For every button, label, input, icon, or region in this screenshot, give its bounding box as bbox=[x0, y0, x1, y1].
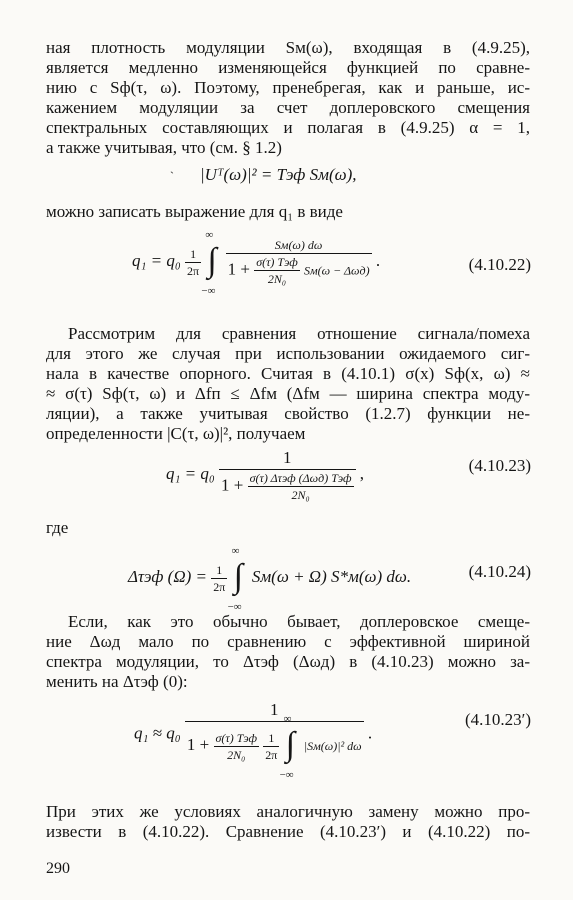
fraction-numerator: Sм(ω) dω bbox=[226, 238, 372, 254]
inner-fraction bbox=[254, 255, 300, 286]
text-line: определенности |C(τ, ω)|², получаем bbox=[46, 424, 306, 443]
equation-4-10-23 bbox=[166, 448, 364, 502]
paragraph-where bbox=[46, 518, 530, 538]
equation-tail: . bbox=[367, 723, 373, 743]
equation-tail: , bbox=[359, 463, 365, 483]
equation-number: (4.10.24) bbox=[468, 562, 531, 581]
integral-lower-limit: −∞ bbox=[201, 285, 216, 297]
equation-number: (4.10.23) bbox=[468, 456, 531, 475]
fraction-denominator bbox=[226, 254, 372, 286]
integral-upper-limit: ∞ bbox=[231, 545, 240, 557]
stray-mark: ˎ bbox=[170, 160, 174, 174]
inner-numerator: σ(τ) Tэф bbox=[256, 255, 298, 269]
fraction-denominator: 2π bbox=[265, 747, 278, 762]
main-fraction bbox=[226, 238, 372, 286]
main-fraction bbox=[185, 700, 364, 781]
equation-lhs: Δτэф (Ω) = bbox=[128, 566, 207, 586]
text-line: ние Δωд мало по сравнению с эффективной шириной bbox=[46, 632, 530, 651]
fraction-one-over-two-pi bbox=[263, 731, 279, 762]
fraction-denominator bbox=[185, 713, 364, 781]
integral-lower-limit: −∞ bbox=[279, 769, 294, 781]
fraction-denominator bbox=[219, 470, 355, 502]
text-line: кажением модуляции за счет доплеровского смещения bbox=[46, 98, 530, 117]
equation-lhs: q₁ = q₀ bbox=[166, 463, 215, 483]
equation-4-10-22 bbox=[132, 229, 381, 297]
text-line: Рассмотрим для сравнения отношение сигнала/помеха bbox=[68, 324, 530, 343]
fraction-numerator: 1 bbox=[185, 247, 201, 263]
fraction-numerator: 1 bbox=[219, 448, 355, 470]
fraction-numerator: 1 bbox=[185, 700, 364, 722]
text-line: ≈ σ(τ) Sф(τ, ω) и Δfп ≤ Δfм (Δfм — ширина спектра моду- bbox=[46, 384, 530, 403]
denominator-prefix: 1 + bbox=[227, 259, 250, 279]
equation-lhs: q₁ = q₀ bbox=[132, 250, 181, 270]
integral-upper-limit: ∞ bbox=[205, 229, 214, 241]
integral-sign bbox=[279, 713, 300, 781]
text-line: нию с Sф(τ, ω). Поэтому, пренебрегая, как и раньше, ис- bbox=[46, 78, 530, 97]
integral-sign bbox=[227, 545, 248, 613]
paragraph-1 bbox=[46, 38, 530, 158]
fraction-denominator: 2π bbox=[213, 579, 226, 594]
fraction-one-over-two-pi bbox=[185, 247, 201, 278]
inner-numerator: σ(τ) Δτэф (Δωд) Tэф bbox=[249, 471, 352, 485]
denominator-suffix: Sм(ω − Δωд) bbox=[303, 263, 370, 278]
text-line: а также учитывая, что (см. § 1.2) bbox=[46, 138, 282, 157]
text-line: является медленно изменяющейся функцией по сравне- bbox=[46, 58, 530, 77]
inner-denominator: 2N₀ bbox=[227, 747, 246, 762]
text-line: где bbox=[46, 518, 69, 537]
equation-4-10-24 bbox=[128, 545, 412, 613]
integral-symbol: ∫ bbox=[233, 558, 243, 595]
equation-number: (4.10.22) bbox=[468, 255, 531, 274]
paragraph-2 bbox=[46, 324, 530, 444]
text-line: Если, как это обычно бывает, доплеровское смеще- bbox=[68, 612, 530, 631]
integrand: Sм(ω + Ω) S*м(ω) dω. bbox=[251, 566, 412, 586]
integral-symbol: ∫ bbox=[207, 242, 217, 279]
integral-lower-limit: −∞ bbox=[227, 601, 242, 613]
text-line: для этого же случая при использовании ожидаемого сиг- bbox=[46, 344, 530, 363]
fraction-numerator: 1 bbox=[263, 731, 279, 747]
fraction-numerator: 1 bbox=[211, 563, 227, 579]
text-line: спектра модуляции, то Δτэф (Δωд) в (4.10.23) можно за- bbox=[46, 652, 530, 671]
equation-4-10-23-prime bbox=[134, 700, 373, 781]
page-number: 290 bbox=[46, 860, 70, 877]
inner-numerator: σ(τ) Tэф bbox=[215, 730, 258, 745]
fraction-denominator: 2π bbox=[187, 263, 200, 278]
inner-fraction bbox=[248, 471, 354, 502]
text-line: спектральных составляющих и полагая в (4.9.25) α = 1, bbox=[46, 118, 530, 137]
paragraph-q1-intro bbox=[46, 202, 530, 222]
inner-fraction bbox=[214, 731, 260, 762]
main-fraction bbox=[219, 448, 355, 502]
text-line: нала в качестве опорного. Считая в (4.10.1) σ(x) Sф(x, ω) ≈ bbox=[46, 364, 530, 383]
denominator-suffix: |Sм(ω)|² dω bbox=[303, 738, 362, 753]
text-line: извести в (4.10.22). Сравнение (4.10.23′) и (4.10.22) по- bbox=[46, 822, 530, 841]
equation-lhs: q₁ ≈ q₀ bbox=[134, 723, 181, 743]
text-line: можно записать выражение для q₁ в виде bbox=[46, 202, 343, 221]
inner-denominator: 2N₀ bbox=[291, 488, 310, 502]
integral-upper-limit: ∞ bbox=[283, 713, 292, 725]
text-line: ная плотность модуляции Sм(ω), входящая в (4.9.25), bbox=[46, 38, 530, 57]
text-line: При этих же условиях аналогичную замену можно про- bbox=[46, 802, 530, 821]
paragraph-4 bbox=[46, 802, 530, 842]
fraction-one-over-two-pi bbox=[211, 563, 227, 594]
denominator-prefix: 1 + bbox=[221, 475, 244, 495]
integral-sign bbox=[201, 229, 221, 297]
text-line: менить на Δτэф (0): bbox=[46, 672, 188, 691]
equation-number: (4.10.23′) bbox=[464, 710, 531, 729]
equation-tail: . bbox=[375, 250, 381, 270]
inner-denominator: 2N₀ bbox=[267, 272, 287, 286]
text-line: ляции), а также учитывая свойство (1.2.7) функции не- bbox=[46, 404, 530, 423]
equation-spectrum: |Uᵀ(ω)|² = Tэф Sм(ω), bbox=[200, 165, 357, 184]
denominator-prefix: 1 + bbox=[186, 734, 210, 754]
paragraph-3 bbox=[46, 612, 530, 692]
integral-symbol: ∫ bbox=[285, 726, 295, 763]
